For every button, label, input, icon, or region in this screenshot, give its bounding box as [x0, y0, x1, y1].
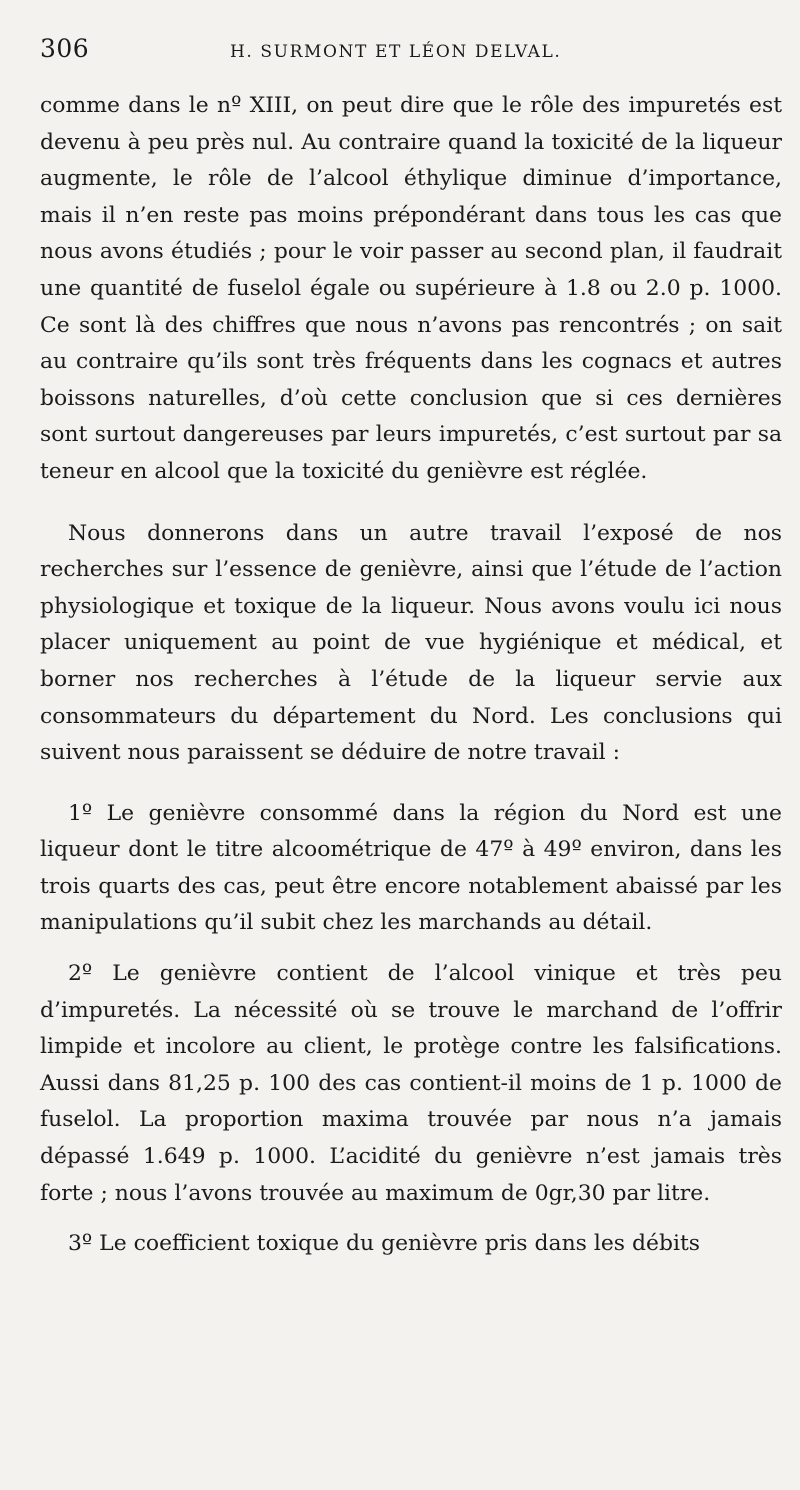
conclusion-item-2: 2º Le genièvre contient de l’alcool vinique et très peu d’impuretés. La nécessité où se trouve le marchand de l’offrir limpide et incolore au client, le protège contre les falsifications. Aussi dans 81,25 p. 100 des cas contient-il moins de 1 p. 1000 de fuselol. La proportion maxima trouvée par nous n’a jamais dépassé 1.649 p. 1000. L’acidité du genièvre n’est jamais très forte ; nous l’avons trouvée au maximum de 0gr,30 par litre. — [40, 961, 782, 1206]
conclusion-item-3: 3º Le coefficient toxique du genièvre pris dans les débits — [68, 1231, 701, 1257]
paragraph-announcement: Nous donnerons dans un autre travail l’exposé de nos recherches sur l’essence de genièvre, ainsi que l’étude de l’action physiologique et toxique de la liqueur. Nous avons voulu ici nous placer uniquement au point de vue hygiénique et médical, et borner nos recherches à l’étude de la liqueur servie aux consommateurs du département du Nord. Les conclusions qui suivent nous paraissent se déduire de notre travail : — [40, 520, 782, 766]
running-head: H. SURMONT ET LÉON DELVAL. — [230, 42, 562, 62]
page-header — [40, 34, 782, 76]
conclusion-item-1: 1º Le genièvre consommé dans la région du Nord est une liqueur dont le titre alcoométrique de 47º à 49º environ, dans les trois quarts des cas, peut être encore notablement abaissé par les manipulations qu’il subit chez les marchands au détail. — [40, 800, 782, 936]
page-number: 306 — [40, 34, 90, 63]
paragraph-continuation: comme dans le nº XIII, on peut dire que le rôle des impuretés est devenu à peu près nul. Au contraire quand la toxicité de la liqueur augmente, le rôle de l’alcool éthylique diminue d’importance, mais il n’en reste pas moins prépondérant dans tous les cas que nous avons étudiés ; pour le voir passer au second plan, il faudrait une quantité de fuselol égale ou supérieure à 1.8 ou 2.0 p. 1000. Ce sont là des chiffres que nous n’avons pas rencontrés ; on sait au contraire qu’ils sont très fréquents dans les cognacs et autres boissons naturelles, d’où cette conclusion que si ces dernières sont surtout dangereuses par leurs impuretés, c’est surtout par sa teneur en alcool que la toxicité du genièvre est réglée. — [40, 93, 782, 484]
conclusions-list — [40, 796, 782, 1263]
